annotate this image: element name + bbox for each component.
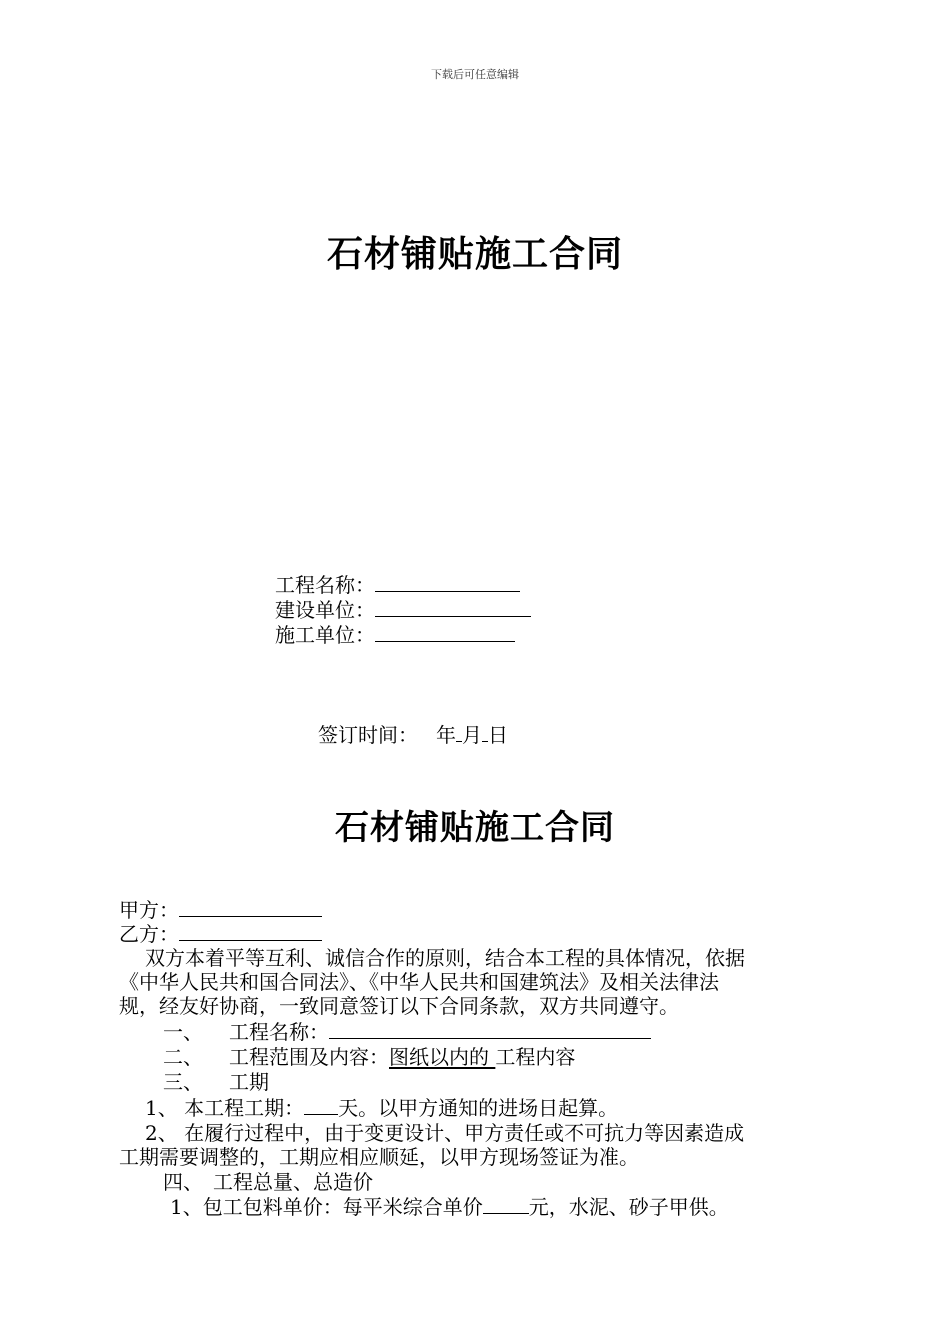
section-3-item-2-line-1: 2、 在履行过程中，由于变更设计、甲方责任或不可抗力等因素造成 xyxy=(145,1121,745,1145)
cover-field-builder xyxy=(275,597,531,623)
field-label: 施工单位： xyxy=(275,623,375,647)
section-4-label: 工程总量、总造价 xyxy=(213,1170,373,1194)
item-1-prefix: 1、 本工程工期： xyxy=(145,1096,305,1120)
party-a-line xyxy=(119,898,322,923)
section-3-item-1 xyxy=(145,1096,618,1121)
preamble-line-1: 双方本着平等互利、诚信合作的原则，结合本工程的具体情况，依据 xyxy=(145,946,745,970)
contract-title: 石材铺贴施工合同 xyxy=(335,808,615,848)
section-3-item-2-line-2: 工期需要调整的，工期应相应顺延，以甲方现场签证为准。 xyxy=(119,1145,639,1169)
field-blank xyxy=(375,598,531,617)
preamble-line-3: 规，经友好协商，一致同意签订以下合同条款，双方共同遵守。 xyxy=(119,994,679,1018)
field-label: 工程名称： xyxy=(275,573,375,597)
sign-date-label: 签订时间： xyxy=(318,723,418,747)
section-1 xyxy=(163,1020,651,1045)
field-blank xyxy=(375,573,520,592)
page-header-note: 下载后可任意编辑 xyxy=(431,68,519,81)
section-4 xyxy=(163,1170,373,1195)
unit-price-blank xyxy=(483,1195,529,1214)
section-3-number: 三、 xyxy=(163,1070,203,1094)
section-1-blank xyxy=(329,1020,651,1039)
field-blank xyxy=(375,623,515,642)
section-1-number: 一、 xyxy=(163,1020,203,1044)
section-2-underlined: 图纸以内的 xyxy=(389,1045,496,1069)
party-b-line xyxy=(119,922,322,947)
cover-title: 石材铺贴施工合同 xyxy=(326,233,623,275)
month-label: 月 xyxy=(462,723,482,747)
party-b-blank xyxy=(179,922,322,941)
item-1-suffix: 天。以甲方通知的进场日起算。 xyxy=(338,1096,619,1120)
day-label: 日 xyxy=(488,723,508,747)
section-3 xyxy=(163,1070,269,1095)
party-a-label: 甲方： xyxy=(119,898,179,922)
field-label: 建设单位： xyxy=(275,598,375,622)
party-b-label: 乙方： xyxy=(119,922,179,946)
section-2-number: 二、 xyxy=(163,1045,203,1069)
party-a-blank xyxy=(179,898,322,917)
item-1-prefix: 1、包工包料单价：每平米综合单价 xyxy=(170,1195,483,1219)
section-2 xyxy=(163,1045,575,1070)
preamble-line-2: 《中华人民共和国合同法》、《中华人民共和国建筑法》及相关法律法 xyxy=(119,970,719,994)
duration-blank xyxy=(304,1096,338,1115)
cover-field-contractor xyxy=(275,622,515,648)
item-1-suffix: 元，水泥、砂子甲供。 xyxy=(528,1195,729,1219)
section-2-rest: 工程内容 xyxy=(495,1045,576,1069)
cover-field-project-name xyxy=(275,572,520,598)
section-1-label: 工程名称： xyxy=(229,1020,329,1044)
year-label: 年 xyxy=(436,723,456,747)
cover-sign-date xyxy=(318,722,508,748)
section-4-number: 四、 xyxy=(163,1170,203,1194)
section-3-label: 工期 xyxy=(229,1070,269,1094)
section-4-item-1 xyxy=(170,1195,729,1220)
section-2-label: 工程范围及内容： xyxy=(229,1045,389,1069)
